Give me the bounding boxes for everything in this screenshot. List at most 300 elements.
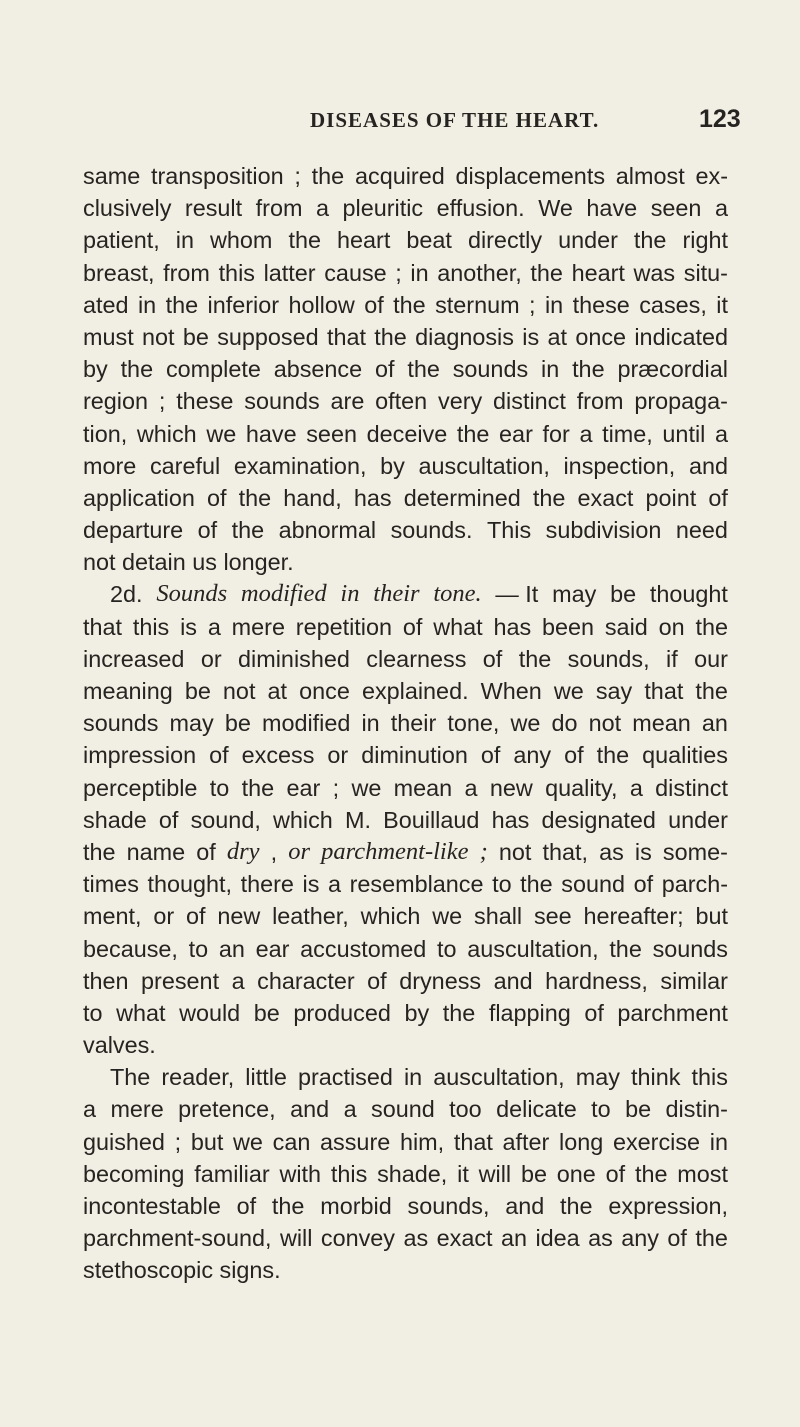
word: or <box>153 903 175 930</box>
word: has <box>491 806 530 833</box>
word: may <box>552 581 597 608</box>
word: auscultation, <box>418 452 550 479</box>
word: not <box>222 678 256 704</box>
word: too <box>449 1096 482 1123</box>
italic-word: their <box>373 580 420 608</box>
word: a <box>714 420 728 447</box>
word: will <box>478 1160 512 1187</box>
word: with <box>279 1160 322 1187</box>
word: The <box>110 1064 151 1091</box>
word: same <box>83 163 141 189</box>
word: the <box>695 1225 728 1252</box>
word: be <box>610 581 637 608</box>
word: Bouillaud <box>383 806 480 833</box>
word: an <box>218 935 245 962</box>
word: to <box>492 871 512 898</box>
word: sounds <box>244 388 320 415</box>
word: hollow <box>288 291 355 318</box>
page-number: 123 <box>699 105 741 133</box>
word: abnormal <box>278 517 377 544</box>
word: what <box>433 613 483 640</box>
text-line <box>83 1093 728 1125</box>
text-line <box>83 772 728 804</box>
word: pleuritic <box>342 195 424 222</box>
word: determined <box>403 484 521 511</box>
text-line <box>83 707 728 739</box>
word: be <box>520 1160 547 1187</box>
word: præcordial <box>617 356 728 383</box>
word: any <box>621 1225 659 1252</box>
word: and <box>493 967 533 994</box>
word: beat <box>406 227 452 254</box>
word: under <box>558 227 618 254</box>
word: the <box>407 356 440 383</box>
word: propaga- <box>634 388 728 415</box>
word: diminution <box>361 742 468 769</box>
word: in <box>403 1064 423 1091</box>
word: increased <box>83 645 185 672</box>
word: the <box>165 291 199 318</box>
word: to <box>209 774 230 801</box>
word: this <box>218 259 255 286</box>
word: and <box>290 1096 330 1123</box>
word: a <box>315 195 329 222</box>
word: deceive <box>366 420 448 447</box>
word: the <box>374 323 407 350</box>
word: ear <box>255 935 290 962</box>
word: a <box>207 613 221 640</box>
word: by <box>404 999 430 1026</box>
word: more <box>83 452 137 479</box>
word: may <box>169 710 214 737</box>
word: this <box>691 1064 728 1091</box>
word: of <box>667 1225 687 1252</box>
word: inspection, <box>563 452 676 479</box>
word: a <box>629 774 643 801</box>
word: ear <box>499 420 533 447</box>
word: and <box>688 452 728 479</box>
word: of <box>605 1160 626 1187</box>
word: we <box>351 774 382 801</box>
word: thought, <box>147 871 233 898</box>
word: shade, <box>377 1160 448 1187</box>
word: very <box>438 388 483 415</box>
word: situ- <box>683 259 728 286</box>
word: once <box>299 678 350 704</box>
word: heart <box>337 227 391 254</box>
italic-word: in <box>340 580 360 608</box>
word: sounds <box>452 356 529 383</box>
word: we <box>206 420 237 447</box>
text-line <box>83 450 728 482</box>
word: it <box>457 1160 469 1187</box>
word: leather, <box>272 903 349 930</box>
text-line <box>83 836 728 868</box>
text-line <box>83 1126 728 1158</box>
word: that, <box>542 838 588 865</box>
text-line <box>83 257 728 289</box>
word: accustomed <box>300 935 427 962</box>
word: a <box>579 420 593 447</box>
word: for <box>542 420 570 447</box>
word: ment, <box>83 903 142 930</box>
word: be <box>184 678 211 704</box>
word: When <box>480 678 542 704</box>
word: we <box>510 710 541 737</box>
word: clearness <box>366 645 467 672</box>
word: transposition <box>150 163 284 189</box>
word: seen <box>650 195 702 222</box>
word: displacements <box>455 163 606 189</box>
word: tion, <box>83 420 128 447</box>
word: and <box>505 1193 545 1219</box>
word: have <box>586 195 638 222</box>
word: cause <box>324 259 387 286</box>
word: point <box>645 484 697 511</box>
word: auscultation, <box>467 935 599 962</box>
word: our <box>694 645 728 672</box>
text-line <box>83 1222 728 1254</box>
running-title: DISEASES OF THE HEART. <box>310 108 600 132</box>
word: that <box>453 1128 493 1155</box>
word: of <box>482 645 503 672</box>
word: in <box>541 356 560 383</box>
word: idea <box>535 1225 580 1252</box>
word: by <box>380 452 405 479</box>
word: may <box>575 1064 620 1091</box>
word: must <box>83 323 134 350</box>
word: to <box>83 999 103 1026</box>
text-line <box>83 1061 728 1093</box>
word: latter <box>263 259 316 286</box>
word: a <box>327 871 341 898</box>
text-line <box>83 900 728 932</box>
word: be <box>224 710 251 737</box>
text-line <box>83 739 728 771</box>
word: the <box>530 259 563 286</box>
word: we <box>233 1128 263 1155</box>
word: This <box>486 517 532 544</box>
text-line <box>83 321 728 353</box>
word: the <box>288 227 321 254</box>
word: character <box>257 967 355 994</box>
word: or <box>327 742 349 769</box>
word: explained. <box>361 678 469 704</box>
word: seen <box>306 420 357 447</box>
word: parchment <box>617 999 728 1026</box>
word: there <box>240 871 294 898</box>
word: which <box>273 806 333 833</box>
word: these <box>176 388 234 415</box>
word: of <box>364 291 384 318</box>
word: in <box>410 259 429 286</box>
word: of <box>236 1193 257 1219</box>
word: effusion. <box>436 195 525 222</box>
word: the <box>520 871 553 898</box>
word: in <box>361 710 380 737</box>
word: in <box>544 291 564 318</box>
word: mean <box>632 710 691 737</box>
word: indicated <box>634 323 728 350</box>
word: familiar <box>194 1160 270 1187</box>
word: little <box>245 1064 287 1091</box>
word: ; <box>294 163 301 189</box>
word: — It <box>495 581 539 608</box>
word: in <box>175 227 194 254</box>
word: to <box>188 935 209 962</box>
text-line <box>83 965 728 997</box>
word: the <box>596 742 630 769</box>
body-text <box>83 160 728 1287</box>
word: morbid <box>320 1193 392 1219</box>
word: clusively <box>83 195 172 222</box>
word: exercise <box>612 1128 701 1155</box>
word: exact <box>577 484 634 511</box>
word: inferior <box>207 291 280 318</box>
text-line <box>83 933 728 965</box>
word: not <box>498 838 532 865</box>
word: the <box>456 420 490 447</box>
word: the <box>238 484 272 511</box>
word: incontestable <box>83 1193 221 1219</box>
word: have <box>245 420 297 447</box>
word: hand, <box>283 484 342 511</box>
text-line <box>83 192 728 224</box>
word: reader, <box>161 1064 235 1091</box>
text-line <box>83 514 728 546</box>
word: convey <box>320 1225 396 1252</box>
word: acquired <box>354 163 445 189</box>
word: region <box>83 388 149 415</box>
text-line <box>83 675 728 707</box>
word: diagnosis <box>415 323 514 350</box>
word: the <box>442 999 476 1026</box>
word: mere <box>110 1096 164 1123</box>
word: expression, <box>608 1193 728 1219</box>
text-line <box>83 418 728 450</box>
word: as <box>588 1225 613 1252</box>
word: say <box>595 678 633 704</box>
word: present <box>141 967 220 994</box>
word: until <box>662 420 706 447</box>
word: been <box>541 613 595 640</box>
word: on <box>658 613 685 640</box>
word: distinct <box>655 774 728 801</box>
word: be <box>253 999 280 1026</box>
word: see <box>533 903 572 930</box>
word: ear <box>286 774 321 801</box>
word: to <box>591 1096 611 1123</box>
word: which <box>360 903 421 930</box>
word: of <box>708 484 728 511</box>
word: application <box>83 484 195 511</box>
word: this <box>132 613 170 640</box>
word: of <box>158 806 179 833</box>
word: produced <box>293 999 391 1026</box>
word: right <box>682 227 728 254</box>
italic-word: ; <box>479 837 488 865</box>
text-line <box>83 289 728 321</box>
word: said <box>604 613 648 640</box>
word: impression <box>83 742 197 769</box>
word: the <box>271 1193 305 1219</box>
word: 2d. <box>110 581 143 608</box>
word: some- <box>662 838 728 865</box>
word: that <box>644 678 684 704</box>
word: one <box>556 1160 596 1187</box>
word: the <box>241 774 275 801</box>
text-line <box>83 353 728 385</box>
word: new <box>489 774 533 801</box>
word: of <box>209 742 229 769</box>
word: the <box>393 291 426 318</box>
word: new <box>217 903 261 930</box>
word: excess <box>241 742 315 769</box>
word: subdivision <box>545 517 662 544</box>
word: mean <box>393 774 453 801</box>
word: name <box>126 838 186 865</box>
word: of <box>206 484 227 511</box>
word: that <box>326 323 366 350</box>
word: has <box>493 613 532 640</box>
word: the <box>634 1160 668 1187</box>
word: sound <box>561 871 626 898</box>
word: or <box>200 645 222 672</box>
word: M. <box>344 806 371 833</box>
word: ; <box>158 388 166 415</box>
word: do <box>551 710 578 737</box>
word: most <box>677 1160 728 1187</box>
word: ex- <box>695 163 728 189</box>
word: sounds <box>652 935 728 962</box>
word: of <box>185 903 206 930</box>
word: will <box>279 1225 313 1252</box>
word: examination, <box>233 452 367 479</box>
word: directly <box>467 227 543 254</box>
italic-word: Sounds <box>156 580 228 608</box>
word: ated <box>83 291 129 318</box>
text-line <box>83 1029 728 1061</box>
word: designated <box>541 806 656 833</box>
word: are <box>330 388 365 415</box>
italic-word: modified <box>240 580 327 608</box>
italic-word: tone. <box>433 580 482 608</box>
word: sternum <box>435 291 520 318</box>
word: at <box>267 678 288 704</box>
word: was <box>633 259 676 286</box>
word: is <box>180 613 197 640</box>
word: times <box>83 871 139 898</box>
word: becoming <box>83 1160 185 1187</box>
word: the <box>532 484 566 511</box>
word: sounds <box>83 710 159 737</box>
text-line <box>83 643 728 675</box>
word: it <box>716 291 728 318</box>
word: shall <box>474 903 523 930</box>
word: an <box>701 710 728 737</box>
word: dryness <box>399 967 482 994</box>
word: of <box>633 871 654 898</box>
word: of <box>374 356 395 383</box>
word: the <box>120 356 154 383</box>
word: as <box>599 838 624 865</box>
word: ; <box>332 774 340 801</box>
word: parchment-sound, <box>83 1225 272 1252</box>
word: of <box>367 967 387 994</box>
word: after <box>502 1128 550 1155</box>
word: from <box>576 388 624 415</box>
word: sound <box>371 1096 435 1123</box>
word: but <box>695 903 728 930</box>
word: not <box>142 323 175 350</box>
word: the <box>695 678 728 704</box>
word: be <box>625 1096 652 1123</box>
word: would <box>179 999 241 1026</box>
text-line <box>83 578 728 610</box>
word: pretence, <box>178 1096 276 1123</box>
word: the <box>518 645 552 672</box>
word: in <box>709 1128 728 1155</box>
word: that <box>83 613 123 640</box>
word: tone, <box>447 710 500 737</box>
word: the <box>695 613 728 640</box>
word: quality, <box>545 774 618 801</box>
word: has <box>353 484 392 511</box>
word: diminished <box>238 645 350 672</box>
word: of <box>564 742 584 769</box>
word: a <box>714 195 728 222</box>
text-line <box>83 224 728 256</box>
word: similar <box>660 967 728 994</box>
word: ; <box>174 1128 182 1155</box>
word: long <box>559 1128 604 1155</box>
word: time, <box>602 420 653 447</box>
word: the <box>311 163 345 189</box>
word: of <box>584 999 604 1026</box>
word: of <box>480 742 501 769</box>
word: distinct <box>493 388 566 415</box>
word: exact <box>436 1225 493 1252</box>
word: can <box>272 1128 311 1155</box>
word: distin- <box>665 1096 728 1123</box>
text-line <box>83 1254 728 1286</box>
word: shade <box>83 806 147 833</box>
word: flapping <box>488 999 571 1026</box>
word: stethoscopic signs. <box>83 1257 281 1284</box>
word: parch- <box>661 871 728 898</box>
word: ; <box>395 259 402 286</box>
word: a <box>83 1096 97 1123</box>
text-line <box>83 546 728 578</box>
word: in <box>137 291 157 318</box>
word: this <box>330 1160 368 1187</box>
word: result <box>184 195 243 222</box>
word: a <box>343 1096 357 1123</box>
word: patient, <box>83 227 160 254</box>
word: is <box>302 871 320 898</box>
word: under <box>668 806 728 833</box>
word: modified <box>261 710 351 737</box>
word: sound, <box>190 806 261 833</box>
word: which <box>136 420 197 447</box>
word: meaning <box>83 678 173 704</box>
word: is <box>634 838 652 865</box>
text-line <box>83 868 728 900</box>
word: complete <box>165 356 261 383</box>
word: guished <box>83 1128 165 1155</box>
word: from <box>255 195 303 222</box>
word: valves. <box>83 1032 156 1059</box>
